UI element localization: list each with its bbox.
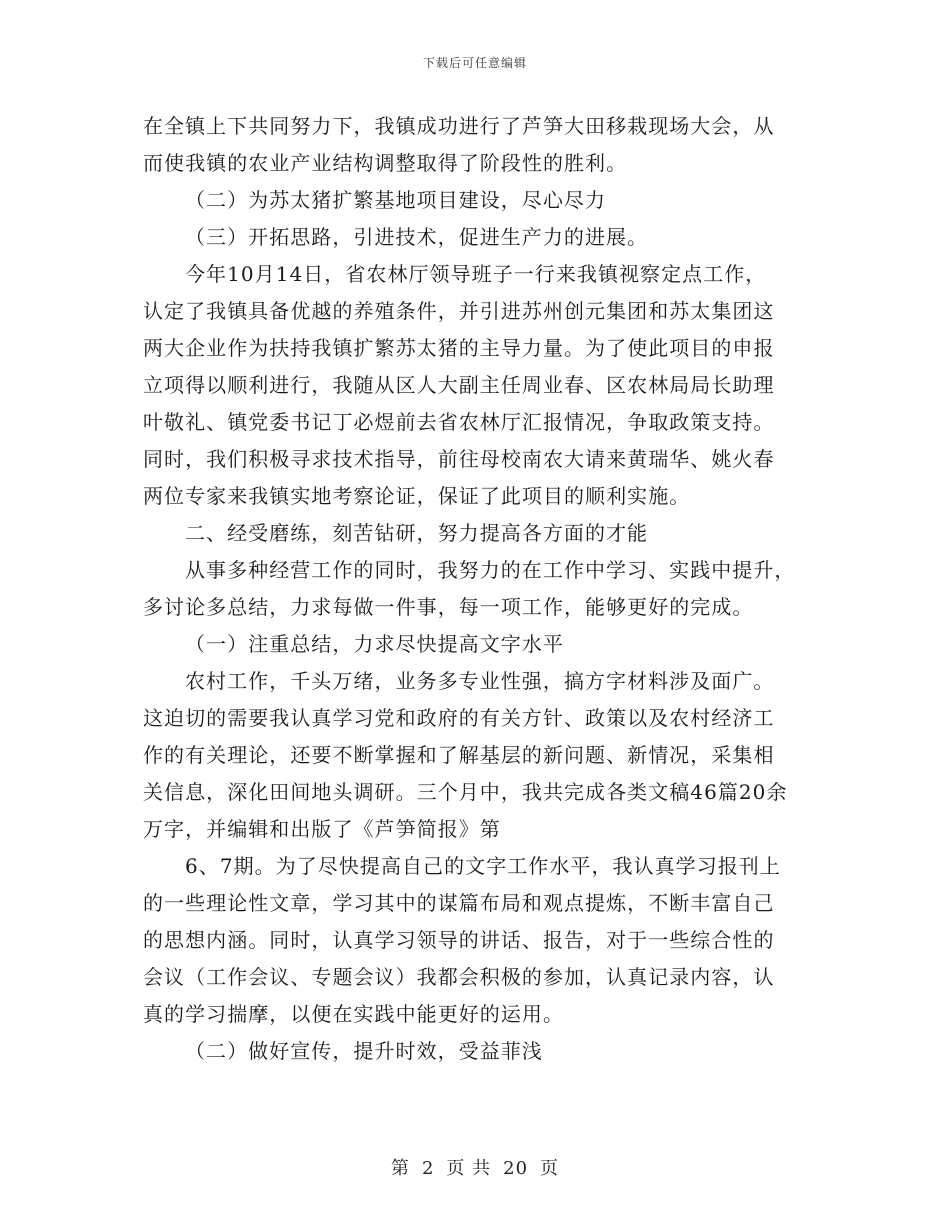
paragraph-line: 立项得以顺利进行，我随从区人大副主任周业春、区农林局局长助理 [143,373,775,397]
paragraph-line: 今年10月14日，省农林厅领导班子一行来我镇视察定点工作， [185,262,767,286]
paragraph-line: 这迫切的需要我认真学习党和政府的有关方针、政策以及农村经济工 [143,706,775,730]
section-heading: （三）开拓思路，引进技术，促进生产力的进展。 [185,225,649,249]
section-heading: （二）为苏太猪扩繁基地项目建设，尽心尽力 [185,188,606,212]
paragraph-line: 6、7期。为了尽快提高自己的文字工作水平，我认真学习报刊上 [185,854,781,878]
paragraph-line: 会议（工作会议、专题会议）我都会积极的参加，认真记录内容，认 [143,965,775,989]
paragraph-line: 从事多种经营工作的同时，我努力的在工作中学习、实践中提升， [185,558,796,582]
paragraph-line: 的思想内涵。同时，认真学习领导的讲话、报告，对于一些综合性的 [143,928,775,952]
footer-middle: 页 共 [446,1158,492,1179]
page-header: 下载后可任意编辑 [422,56,527,70]
footer-suffix: 页 [540,1158,560,1179]
paragraph-line: 多讨论多总结，力求每做一件事，每一项工作，能够更好的完成。 [143,595,754,619]
paragraph-line: 的一些理论性文章，学习其中的谋篇布局和观点提炼，不断丰富自己 [143,891,775,915]
paragraph-line: 农村工作，千头万绪，业务多专业性强，搞方字材料涉及面广。 [185,669,775,693]
paragraph-line: 两大企业作为扶持我镇扩繁苏太猪的主导力量。为了使此项目的申报 [143,336,775,360]
paragraph-line: 在全镇上下共同努力下，我镇成功进行了芦笋大田移栽现场大会，从 [143,114,775,138]
paragraph-line: 同时，我们积极寻求技术指导，前往母校南农大请来黄瑞华、姚火春 [143,447,775,471]
paragraph-line: 叶敬礼、镇党委书记丁必煜前去省农林厅汇报情况，争取政策支持。 [143,410,775,434]
section-heading: 二、经受磨练，刻苦钻研，努力提高各方面的才能 [185,521,649,545]
page-total: 20 [503,1158,529,1179]
paragraph-line: 认定了我镇具备优越的养殖条件，并引进苏州创元集团和苏太集团这 [143,299,775,323]
paragraph-line: 万字，并编辑和出版了《芦笋简报》第 [143,817,501,841]
paragraph-line: 作的有关理论，还要不断掌握和了解基层的新问题、新情况，采集相 [143,743,775,767]
paragraph-line: 真的学习揣摩，以便在实践中能更好的运用。 [143,1002,564,1026]
section-heading: （二）做好宣传，提升时效，受益菲浅 [185,1039,543,1063]
body-text [143,108,808,1070]
footer-prefix: 第 [390,1158,410,1179]
paragraph-line: 关信息，深化田间地头调研。三个月中，我共完成各类文稿46篇20余 [143,780,788,804]
section-heading: （一）注重总结，力求尽快提高文字水平 [185,632,564,656]
page-footer [0,1154,950,1180]
page-number: 2 [421,1158,435,1179]
paragraph-line: 两位专家来我镇实地考察论证，保证了此项目的顺利实施。 [143,484,691,508]
paragraph-line: 而使我镇的农业产业结构调整取得了阶段性的胜利。 [143,151,628,175]
